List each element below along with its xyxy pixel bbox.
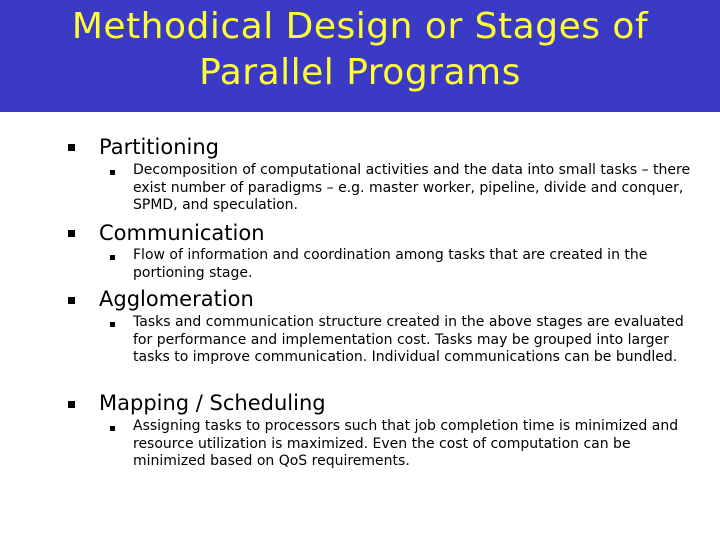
slide-title-line-1: Methodical Design or Stages of	[71, 6, 649, 47]
square-bullet-icon	[110, 170, 115, 175]
square-bullet-icon	[110, 255, 115, 260]
bullet-description-communication: Flow of information and coordination among tasks that are created in the portioning stage.	[133, 247, 648, 281]
square-bullet-icon	[68, 297, 75, 304]
bullet-heading-partitioning: Partitioning	[99, 135, 219, 159]
title-bar	[0, 0, 720, 112]
square-bullet-icon	[110, 426, 115, 431]
bullet-heading-mapping-scheduling: Mapping / Scheduling	[99, 391, 326, 415]
slide-title-line-2: Parallel Programs	[199, 52, 521, 93]
bullet-heading-communication: Communication	[99, 221, 265, 245]
square-bullet-icon	[68, 144, 75, 151]
square-bullet-icon	[68, 401, 75, 408]
bullet-description-mapping-scheduling: Assigning tasks to processors such that job completion time is minimized and resource utilization is maximized. Even the cost of computation can be minimized based on QoS requirements.	[133, 418, 679, 469]
slide-title	[20, 4, 700, 96]
bullet-heading-agglomeration: Agglomeration	[99, 287, 254, 311]
bullet-description-agglomeration: Tasks and communication structure created in the above stages are evaluated for performance and implementation cost. Tasks may be grouped into larger tasks to improve communication. Individual communications can be bundled.	[133, 314, 684, 365]
bullet-description-partitioning: Decomposition of computational activities and the data into small tasks – there exist number of paradigms – e.g. master worker, pipeline, divide and conquer, SPMD, and speculation.	[133, 162, 691, 213]
square-bullet-icon	[68, 230, 75, 237]
square-bullet-icon	[110, 322, 115, 327]
